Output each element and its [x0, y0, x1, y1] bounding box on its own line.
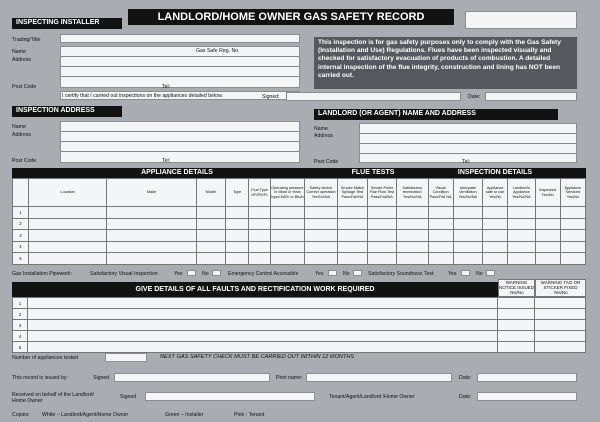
row-number: 5 [13, 342, 28, 353]
landlord-address-label: Address [314, 133, 334, 139]
installer-date-field[interactable] [485, 92, 577, 101]
col-flue-type: Flue Type OF/RS/FL [251, 188, 269, 197]
col-serviced: Appliance Serviced Yes/No [564, 186, 582, 199]
col-operating-pressure: Operating pressure in Mbar or Heat Input kW/h or Btu/h [271, 186, 304, 199]
col-model: Model [205, 190, 216, 195]
inspection-address-heading: INSPECTION ADDRESS [12, 106, 122, 117]
col-safety-device: Safety device Correct operation Yes/No/NA [306, 186, 336, 199]
appliance-grid [12, 178, 586, 265]
row-number: 3 [13, 230, 29, 242]
issued-date-field[interactable] [477, 373, 577, 382]
row-number: 5 [13, 253, 29, 265]
landlord-heading: LANDLORD (OR AGENT) NAME AND ADDRESS [314, 109, 558, 120]
table-row[interactable] [13, 309, 586, 320]
visual-inspection-label: Satisfactory Visual Inspection [90, 271, 158, 277]
trading-title-label: Trading/Title [12, 37, 41, 43]
table-row[interactable] [13, 331, 586, 342]
soundness-yes-checkbox[interactable] [461, 270, 470, 276]
next-check-notice: NEXT GAS SAFETY CHECK MUST BE CARRIED OUT WITHIN 12 MONTHS [160, 354, 355, 360]
appliance-details-header: APPLIANCE DETAILS [12, 168, 342, 178]
copy-green-label: Green – Installer [165, 412, 204, 418]
row-number: 2 [13, 218, 29, 230]
gas-safe-reg-label: Gas Safe Reg. No. [196, 48, 240, 54]
visual-no-checkbox[interactable] [212, 270, 221, 276]
received-label-line2: Home Owner [12, 398, 43, 404]
landlord-tel-label: Tel: [462, 159, 471, 165]
visual-no-label: No [202, 271, 209, 277]
received-date-label: Date: [459, 394, 472, 400]
row-number: 2 [13, 309, 28, 320]
inspection-postcode-label: Post Code [12, 158, 37, 164]
row-number: 1 [13, 207, 29, 219]
warning-notice-header: WARNING NOTICE ISSUED Yes/No [499, 280, 535, 295]
flue-tests-header: FLUE TESTS [342, 168, 404, 178]
warning-tag-header: WARNING TAG OR STICKER FIXED Yes/No [535, 279, 586, 297]
faults-heading: GIVE DETAILS OF ALL FAULTS AND RECTIFICATION WORK REQUIRED [12, 282, 498, 297]
form-title: LANDLORD/HOME OWNER GAS SAFETY RECORD [128, 9, 454, 25]
emergency-yes-checkbox[interactable] [328, 270, 337, 276]
col-safe-to-use: Appliance safe to use Yes/No [485, 186, 505, 199]
regulations-notice: This inspection is for gas safety purposes only to comply with the Gas Safety (Installation and Use) Regulations. Flues have been inspected visually and checked for satisfactory evacuation of products of combustion. A detailed internal inspection of the flue integrity, construction and lining has NOT been carried out. [314, 37, 577, 89]
table-row[interactable] [13, 320, 586, 331]
trading-title-field[interactable] [60, 34, 300, 43]
installer-date-label: Date: [468, 94, 481, 100]
tenant-label: Tenant/Agent/Landlord /Home Owner [329, 394, 415, 400]
row-number: 4 [13, 331, 28, 342]
table-row[interactable] [13, 230, 586, 242]
table-row[interactable] [13, 253, 586, 265]
inspection-details-header: INSPECTION DETAILS [404, 168, 586, 178]
table-row[interactable] [13, 342, 586, 353]
certify-text: I certify that I carried out inspections on the appliances detailed below. [62, 93, 223, 99]
col-make: Make [146, 190, 157, 195]
emergency-yes-label: Yes [315, 271, 324, 277]
soundness-yes-label: Yes [448, 271, 457, 277]
received-label-line1: Received on behalf of the Landlord/ [12, 392, 94, 398]
col-smoke-match: Smoke Match Spillage Test Pass/Fail/NA [340, 186, 365, 199]
table-row[interactable] [13, 298, 586, 309]
pipework-label: Gas Installation Pipework: [12, 271, 72, 277]
col-ventilation: Adequate Ventilation Yes/No/NA [458, 186, 478, 199]
installer-heading: INSPECTING INSTALLER [12, 18, 122, 29]
num-appliances-field[interactable] [105, 353, 147, 362]
landlord-postcode-label: Post Code [314, 159, 339, 165]
installer-signature-field[interactable] [286, 92, 461, 101]
copy-pink-label: Pink - Tenant [234, 412, 265, 418]
issued-by-label: This record is issued by: [12, 375, 68, 381]
inspection-address-field[interactable] [60, 121, 300, 163]
faults-grid [12, 297, 586, 353]
print-name-label: Print name: [276, 375, 303, 381]
received-date-field[interactable] [477, 392, 577, 401]
table-row[interactable] [13, 207, 586, 219]
copy-white-label: White – Landlord/Agent/Home Owner [42, 412, 129, 418]
print-name-field[interactable] [306, 373, 452, 382]
installer-address-label: Address [12, 57, 32, 63]
row-number: 1 [13, 298, 28, 309]
soundness-no-label: No [476, 271, 483, 277]
table-row[interactable] [13, 218, 586, 230]
visual-yes-checkbox[interactable] [187, 270, 196, 276]
col-landlords-appliance: Landlord's Appliance Yes/No/NA [512, 186, 531, 199]
received-signature-field[interactable] [145, 392, 315, 401]
emergency-no-checkbox[interactable] [353, 270, 362, 276]
soundness-no-checkbox[interactable] [486, 270, 495, 276]
serial-number-box [465, 11, 577, 29]
inspection-name-label: Name [12, 124, 26, 130]
inspection-address-label: Address [12, 132, 32, 138]
num-appliances-label: Number of appliances tested [12, 355, 79, 361]
issued-signature-field[interactable] [114, 373, 270, 382]
issued-date-label: Date: [459, 375, 472, 381]
appliance-table [12, 168, 586, 266]
soundness-test-label: Satisfactory Soundness Test [368, 271, 434, 277]
landlord-address-field[interactable] [359, 123, 577, 163]
installer-name-label: Name [12, 49, 26, 55]
col-smoke-pellet: Smoke Pellet Flue Flow Test Pass/Fail/NA [369, 186, 395, 199]
table-row[interactable] [13, 241, 586, 253]
col-visual-condition: Visual Condition Pass/Fail NA [429, 186, 452, 199]
inspection-tel-label: Tel: [162, 158, 171, 164]
installer-signed-label: Signed: [262, 94, 280, 100]
landlord-name-label: Name [314, 126, 328, 132]
issued-signed-label: Signed [93, 375, 110, 381]
emergency-no-label: No [343, 271, 350, 277]
row-number: 3 [13, 320, 28, 331]
col-termination: Satisfactory termination Yes/No/NA [402, 186, 423, 199]
copies-label: Copies: [12, 412, 30, 418]
col-type: Type [232, 190, 242, 195]
visual-yes-label: Yes [174, 271, 183, 277]
installer-address-field[interactable] [60, 46, 300, 88]
col-inspected: Inspected Yes/No [539, 188, 556, 197]
installer-tel-label: Tel: [162, 84, 171, 90]
col-location: Location [60, 190, 75, 195]
emergency-control-label: Emergency Control Accessible [228, 271, 299, 277]
installer-postcode-label: Post Code [12, 84, 37, 90]
row-number: 4 [13, 241, 29, 253]
received-signed-label: Signed [120, 394, 137, 400]
